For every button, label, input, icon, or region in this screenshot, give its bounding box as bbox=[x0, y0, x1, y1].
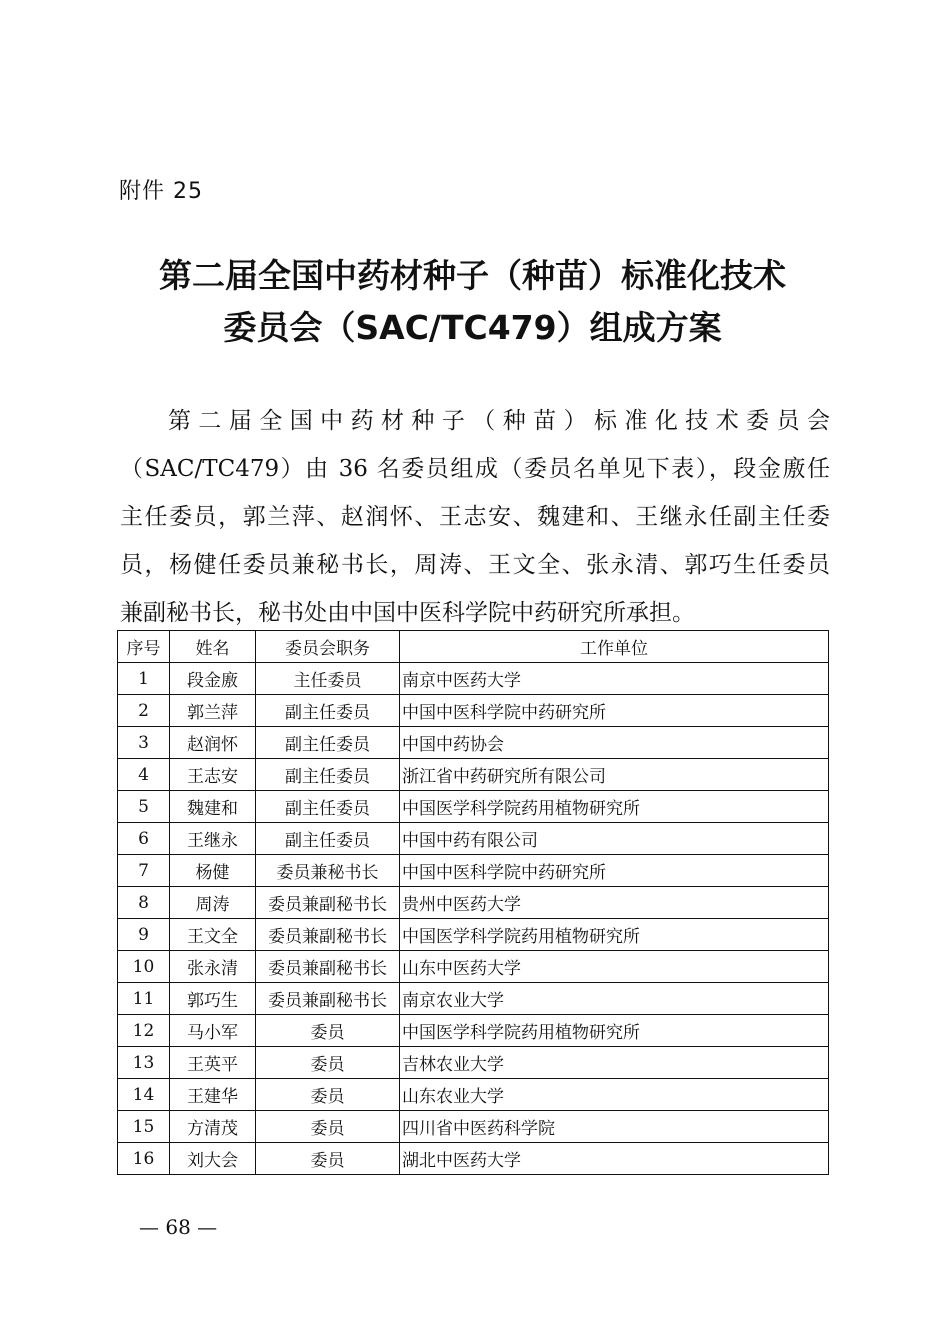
cell-role: 委员兼副秘书长 bbox=[256, 919, 400, 951]
intro-line: （SAC/TC479）由 36 名委员组成（委员名单见下表），段金廒任 bbox=[120, 456, 830, 482]
cell-role: 委员兼副秘书长 bbox=[256, 887, 400, 919]
cell-name: 魏建和 bbox=[170, 791, 256, 823]
cell-unit: 南京农业大学 bbox=[400, 983, 829, 1015]
cell-name: 杨健 bbox=[170, 855, 256, 887]
table-row bbox=[118, 983, 829, 1015]
cell-name: 郭兰萍 bbox=[170, 695, 256, 727]
cell-role: 委员 bbox=[256, 1111, 400, 1143]
cell-role: 委员兼秘书长 bbox=[256, 855, 400, 887]
cell-role: 委员 bbox=[256, 1015, 400, 1047]
cell-index: 12 bbox=[118, 1015, 170, 1047]
table-row bbox=[118, 887, 829, 919]
table-row bbox=[118, 663, 829, 695]
cell-index: 8 bbox=[118, 887, 170, 919]
intro-line: 第二届全国中药材种子（种苗）标准化技术委员会 bbox=[168, 408, 830, 434]
cell-index: 6 bbox=[118, 823, 170, 855]
cell-role: 副主任委员 bbox=[256, 759, 400, 791]
cell-role: 副主任委员 bbox=[256, 823, 400, 855]
cell-unit: 中国中医科学院中药研究所 bbox=[400, 695, 829, 727]
intro-line: 主任委员，郭兰萍、赵润怀、王志安、魏建和、王继永任副主任委 bbox=[120, 504, 830, 530]
cell-name: 王志安 bbox=[170, 759, 256, 791]
cell-name: 段金廒 bbox=[170, 663, 256, 695]
cell-name: 王建华 bbox=[170, 1079, 256, 1111]
cell-name: 王继永 bbox=[170, 823, 256, 855]
cell-name: 刘大会 bbox=[170, 1143, 256, 1175]
cell-unit: 中国中医科学院中药研究所 bbox=[400, 855, 829, 887]
cell-unit: 南京中医药大学 bbox=[400, 663, 829, 695]
table-row bbox=[118, 1143, 829, 1175]
table-row bbox=[118, 695, 829, 727]
cell-role: 委员 bbox=[256, 1143, 400, 1175]
cell-role: 委员兼副秘书长 bbox=[256, 951, 400, 983]
attachment-label: 附件 25 bbox=[119, 179, 203, 204]
cell-role: 主任委员 bbox=[256, 663, 400, 695]
cell-index: 4 bbox=[118, 759, 170, 791]
cell-index: 1 bbox=[118, 663, 170, 695]
cell-role: 副主任委员 bbox=[256, 695, 400, 727]
table-row bbox=[118, 1015, 829, 1047]
cell-index: 16 bbox=[118, 1143, 170, 1175]
cell-role: 副主任委员 bbox=[256, 727, 400, 759]
cell-unit: 山东中医药大学 bbox=[400, 951, 829, 983]
table-row bbox=[118, 759, 829, 791]
cell-unit: 中国医学科学院药用植物研究所 bbox=[400, 1015, 829, 1047]
cell-unit: 湖北中医药大学 bbox=[400, 1143, 829, 1175]
cell-unit: 四川省中医药科学院 bbox=[400, 1111, 829, 1143]
cell-role: 副主任委员 bbox=[256, 791, 400, 823]
cell-unit: 山东农业大学 bbox=[400, 1079, 829, 1111]
cell-role: 委员 bbox=[256, 1079, 400, 1111]
cell-role: 委员兼副秘书长 bbox=[256, 983, 400, 1015]
cell-unit: 中国中药有限公司 bbox=[400, 823, 829, 855]
intro-paragraph bbox=[120, 397, 830, 637]
table-row bbox=[118, 727, 829, 759]
cell-role: 委员 bbox=[256, 1047, 400, 1079]
cell-index: 13 bbox=[118, 1047, 170, 1079]
cell-index: 2 bbox=[118, 695, 170, 727]
table-row bbox=[118, 1111, 829, 1143]
cell-unit: 中国医学科学院药用植物研究所 bbox=[400, 919, 829, 951]
cell-name: 王英平 bbox=[170, 1047, 256, 1079]
table-row bbox=[118, 791, 829, 823]
header-name: 姓名 bbox=[170, 631, 256, 663]
table-row bbox=[118, 1047, 829, 1079]
cell-name: 王文全 bbox=[170, 919, 256, 951]
cell-index: 10 bbox=[118, 951, 170, 983]
cell-unit: 吉林农业大学 bbox=[400, 1047, 829, 1079]
cell-index: 14 bbox=[118, 1079, 170, 1111]
page-number: — 68 — bbox=[139, 1215, 218, 1239]
cell-index: 3 bbox=[118, 727, 170, 759]
cell-name: 郭巧生 bbox=[170, 983, 256, 1015]
cell-name: 周涛 bbox=[170, 887, 256, 919]
table-row bbox=[118, 855, 829, 887]
table-header-row bbox=[118, 631, 829, 663]
cell-unit: 中国中药协会 bbox=[400, 727, 829, 759]
document-title-line-1: 第二届全国中药材种子（种苗）标准化技术 bbox=[159, 256, 786, 295]
intro-line: 兼副秘书长，秘书处由中国中医科学院中药研究所承担。 bbox=[120, 600, 695, 626]
cell-name: 马小军 bbox=[170, 1015, 256, 1047]
cell-name: 张永清 bbox=[170, 951, 256, 983]
cell-unit: 中国医学科学院药用植物研究所 bbox=[400, 791, 829, 823]
intro-line: 员，杨健任委员兼秘书长，周涛、王文全、张永清、郭巧生任委员 bbox=[120, 552, 830, 578]
cell-index: 5 bbox=[118, 791, 170, 823]
table-row bbox=[118, 823, 829, 855]
cell-name: 赵润怀 bbox=[170, 727, 256, 759]
table-row bbox=[118, 919, 829, 951]
table-row bbox=[118, 1079, 829, 1111]
cell-index: 7 bbox=[118, 855, 170, 887]
table-row bbox=[118, 951, 829, 983]
cell-index: 9 bbox=[118, 919, 170, 951]
cell-unit: 浙江省中药研究所有限公司 bbox=[400, 759, 829, 791]
cell-unit: 贵州中医药大学 bbox=[400, 887, 829, 919]
header-index: 序号 bbox=[118, 631, 170, 663]
cell-index: 11 bbox=[118, 983, 170, 1015]
cell-index: 15 bbox=[118, 1111, 170, 1143]
header-role: 委员会职务 bbox=[256, 631, 400, 663]
header-unit: 工作单位 bbox=[400, 631, 829, 663]
committee-members-table bbox=[117, 630, 829, 1175]
cell-name: 方清茂 bbox=[170, 1111, 256, 1143]
document-title-line-2: 委员会（SAC/TC479）组成方案 bbox=[223, 308, 722, 347]
